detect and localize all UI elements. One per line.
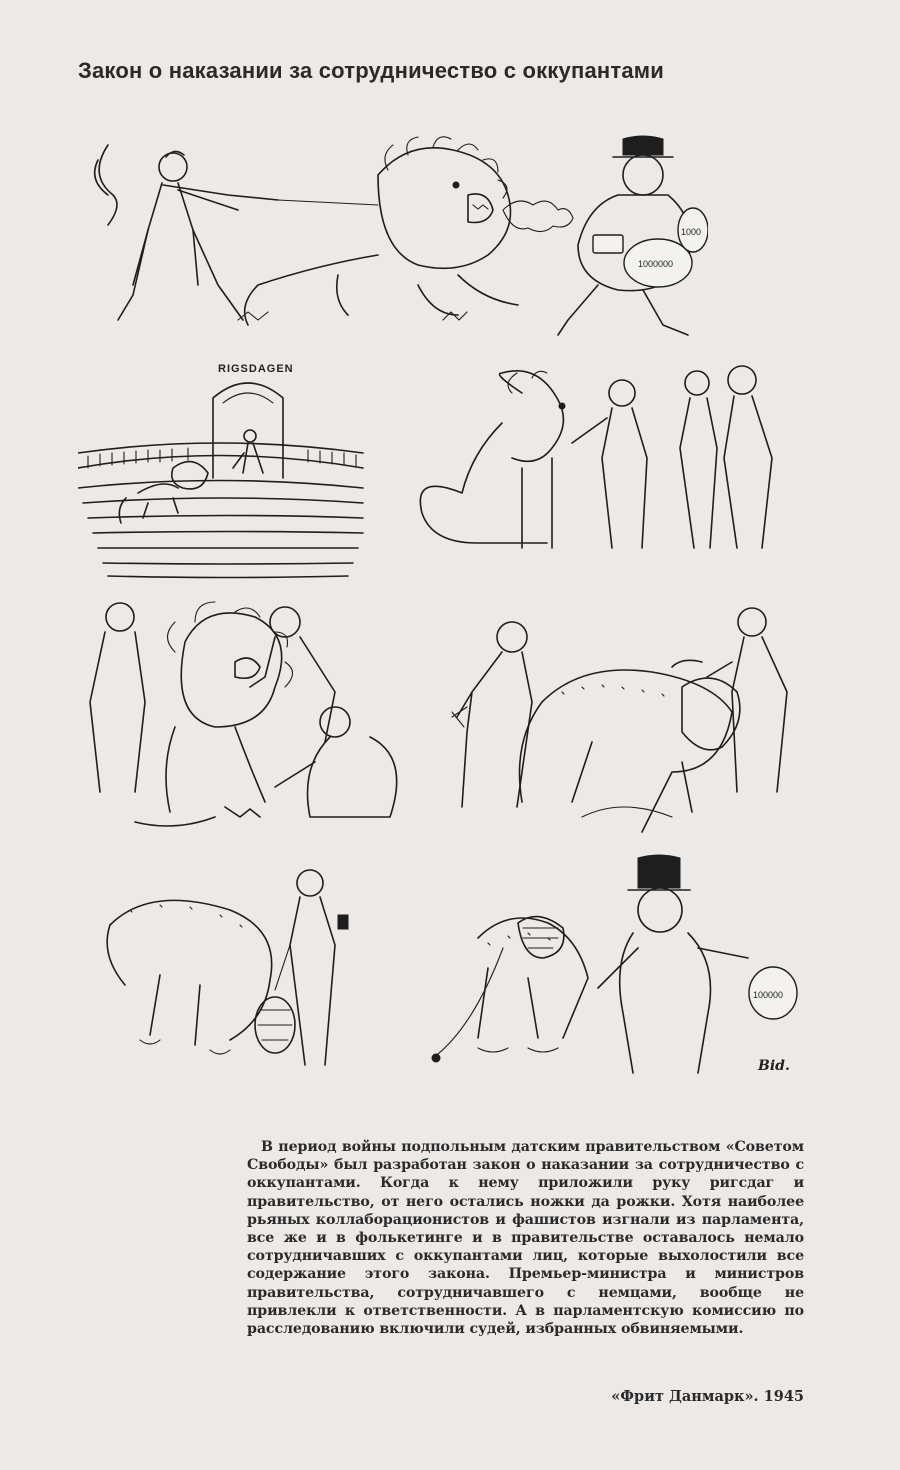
- capitalist-sack-label-2: 100000: [753, 990, 784, 1000]
- cartoon-panel-7: [428, 848, 803, 1083]
- source-citation: «Фрит Данмарк». 1945: [611, 1388, 804, 1405]
- artist-signature: Bid.: [758, 1058, 790, 1074]
- page-title: Закон о наказании за сотрудничество с оккупантами: [78, 58, 664, 83]
- cartoon-panel-6-drawing: [100, 865, 390, 1080]
- cartoon-panel-6: [100, 865, 390, 1080]
- capitalist-small-sack-label: 1000: [681, 227, 702, 237]
- cartoon-panel-5-drawing: [432, 592, 812, 842]
- cartoon-panel-4-drawing: [75, 592, 415, 842]
- capitalist-sack-label: 1000000: [638, 259, 674, 269]
- cartoon-panel-3-drawing: [412, 358, 807, 558]
- cartoon-panel-3: [412, 358, 807, 558]
- cartoon-panel-1: [78, 135, 708, 350]
- cartoon-panel-1-drawing: [78, 135, 708, 350]
- cartoon-panel-4: [75, 592, 415, 842]
- cartoon-panel-2-drawing: [78, 358, 368, 583]
- article-paragraph: В период войны подпольным датским правительством «Советом Свободы» был разработан закон о наказании за сотрудничество с оккупантами. Когда к нему приложили руку ригсдаг и правительство, от него остались ножки да рожки. Хотя наиболее рьяных коллаборационистов и фашистов изгнали из парламента, все же и в фолькетинге и в правительстве оставалось немало сотрудничавших с оккупантами лиц, которые выхолостили все содержание этого закона. Премьер-министра и министров правительства, сотрудничавшего с немцами, вообще не привлекли к ответственности. А в парламентскую комиссию по расследованию включили судей, избранных обвиняемыми.: [247, 1139, 804, 1338]
- cartoon-panel-5: [432, 592, 812, 842]
- cartoon-panel-7-drawing: [428, 848, 803, 1083]
- article-body: [247, 1138, 804, 1338]
- cartoon-panel-2: [78, 358, 368, 583]
- rigsdagen-sign: RIGSDAGEN: [218, 363, 294, 375]
